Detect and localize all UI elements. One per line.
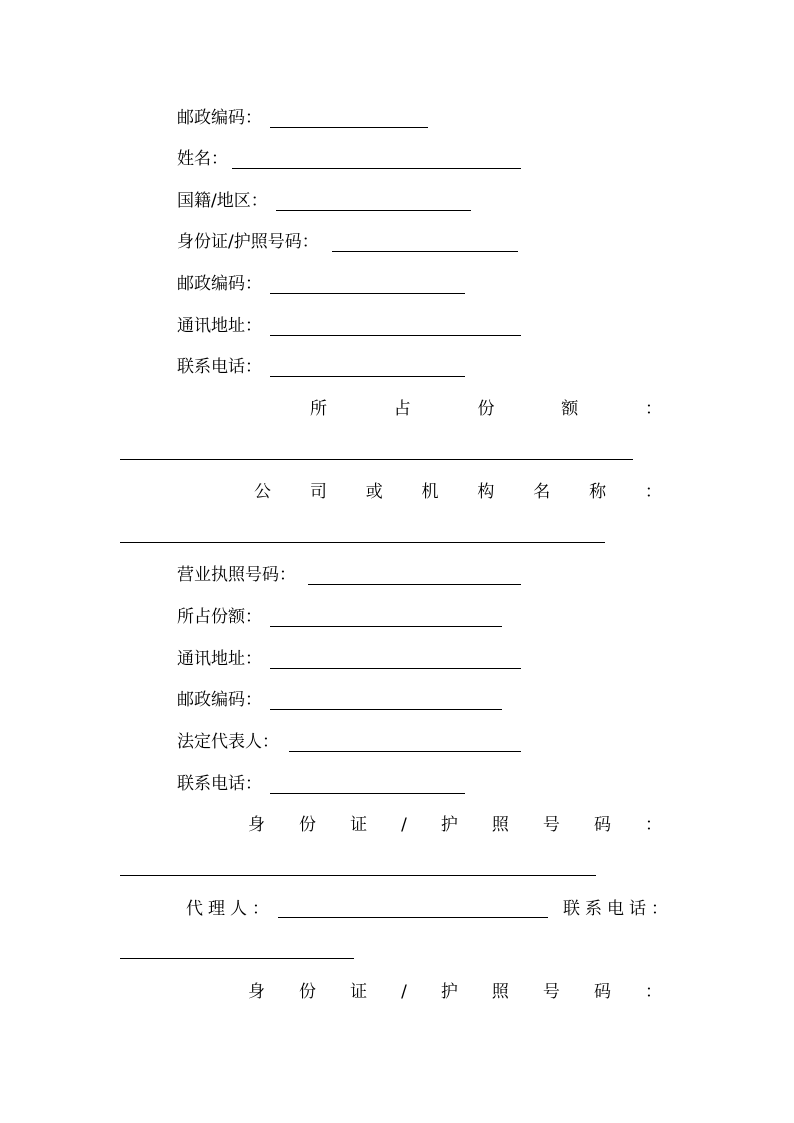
id-char: / <box>401 815 407 835</box>
postcode-label: 邮政编码： <box>177 274 262 294</box>
id-char: 护 <box>440 815 458 835</box>
share-char: ： <box>645 399 662 419</box>
name-blank[interactable] <box>232 168 521 169</box>
id-passport-label: 身份证/护照号码： <box>177 232 319 252</box>
id-passport-blank[interactable] <box>332 251 518 252</box>
org-name-char: 构 <box>477 482 495 502</box>
share-char: 占 <box>393 399 411 419</box>
phone-blank[interactable] <box>270 376 465 377</box>
org-name-char: 称 <box>589 482 607 502</box>
license-no-blank[interactable] <box>308 584 521 585</box>
id-char: 码 <box>593 982 611 1002</box>
id-char: / <box>401 982 407 1002</box>
id-char: 照 <box>491 982 509 1002</box>
agent-blank[interactable] <box>278 917 548 918</box>
org-name-char: 机 <box>421 482 439 502</box>
org-phone-label: 联系电话： <box>177 774 262 794</box>
nationality-label: 国籍/地区： <box>177 191 268 211</box>
phone-label: 联系电话： <box>177 357 262 377</box>
org-postcode-label: 邮政编码： <box>177 690 262 710</box>
id-char: ： <box>644 815 662 835</box>
id-char: 份 <box>299 982 317 1002</box>
share-char: 份 <box>477 399 495 419</box>
org-name-char: 或 <box>365 482 383 502</box>
id-char: ： <box>644 982 662 1002</box>
name-label: 姓名： <box>177 149 228 169</box>
postcode-blank-top[interactable] <box>270 127 428 128</box>
org-address-label: 通讯地址： <box>177 649 262 669</box>
license-no-label: 营业执照号码： <box>177 565 296 585</box>
org-name-char: 名 <box>533 482 551 502</box>
share-label <box>310 398 662 420</box>
id-char: 护 <box>440 982 458 1002</box>
legal-rep-label: 法定代表人： <box>177 732 279 752</box>
id-char: 照 <box>491 815 509 835</box>
org-name-char: ： <box>644 482 662 502</box>
share-char: 额 <box>561 399 579 419</box>
org-address-blank[interactable] <box>270 668 521 669</box>
org-name-label <box>254 481 662 503</box>
org-name-blank[interactable] <box>120 542 605 543</box>
id-passport-spread-blank[interactable] <box>120 875 596 876</box>
address-label: 通讯地址： <box>177 316 262 336</box>
legal-rep-blank[interactable] <box>289 751 521 752</box>
id-char: 身 <box>248 815 265 835</box>
org-name-char: 公 <box>254 482 271 502</box>
address-blank[interactable] <box>270 335 521 336</box>
id-char: 号 <box>542 982 560 1002</box>
id-char: 份 <box>299 815 317 835</box>
id-char: 号 <box>542 815 560 835</box>
share-blank[interactable] <box>120 459 633 460</box>
org-name-char: 司 <box>309 482 327 502</box>
postcode-label-top: 邮政编码： <box>177 108 262 128</box>
id-char: 码 <box>593 815 611 835</box>
id-char: 身 <box>248 982 265 1002</box>
share-char: 所 <box>310 399 327 419</box>
nationality-blank[interactable] <box>276 210 471 211</box>
org-postcode-blank[interactable] <box>270 709 502 710</box>
agent-id-passport-label <box>248 981 662 1003</box>
postcode-blank[interactable] <box>270 293 465 294</box>
agent-label: 代理人： <box>186 899 274 919</box>
id-char: 证 <box>350 815 368 835</box>
agent-phone-label: 联系电话： <box>563 899 673 919</box>
org-share-label: 所占份额： <box>177 607 262 627</box>
org-share-blank[interactable] <box>270 626 502 627</box>
agent-phone-blank[interactable] <box>120 958 354 959</box>
id-char: 证 <box>350 982 368 1002</box>
org-phone-blank[interactable] <box>270 793 465 794</box>
id-passport-spread-label <box>248 814 662 836</box>
